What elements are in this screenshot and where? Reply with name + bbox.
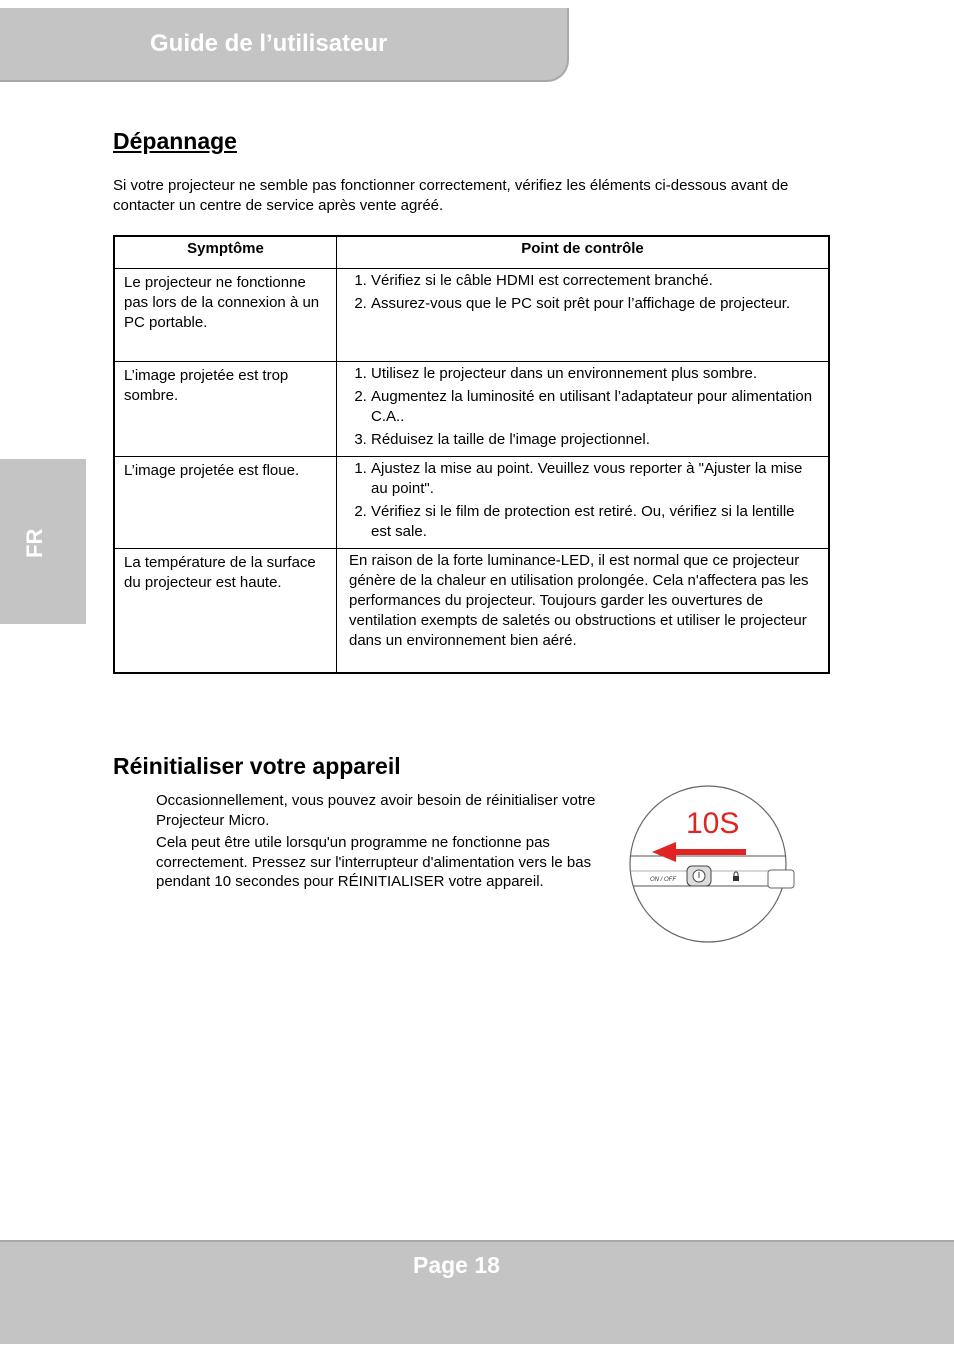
symptom-cell: La température de la surface du projecteur est haute.: [114, 549, 337, 673]
symptom-cell: L’image projetée est trop sombre.: [114, 362, 337, 457]
power-switch-icon: [687, 866, 711, 886]
header-title: Guide de l’utilisateur: [150, 30, 388, 57]
table-row: [114, 362, 829, 457]
table-row: [114, 269, 829, 362]
check-note-cell: En raison de la forte luminance-LED, il est normal que ce projecteur génère de la chaleur en utilisation prolongée. Cela n'affectera pas les performances du projecteur. Toujours garder les ouvertures de ventilation exempts de saletés ou obstructions et utiliser le projecteur dans un environnement bien aéré.: [337, 549, 830, 673]
symptom-cell: L’image projetée est floue.: [114, 457, 337, 549]
table-header-row: [114, 236, 829, 269]
troubleshooting-intro: Si votre projecteur ne semble pas fonctionner correctement, vérifiez les éléments ci-dessous avant de contacter un centre de service après vente agréé.: [113, 177, 789, 214]
reset-paragraph: Cela peut être utile lorsqu'un programme ne fonctionne pas correctement. Pressez sur l'interrupteur d'alimentation vers le bas pendant 10 secondes pour RÉINITIALISER votre appareil.: [156, 834, 592, 890]
column-header-symptom: Symptôme: [114, 236, 337, 269]
language-label: FR: [22, 528, 47, 558]
check-list: [349, 364, 818, 450]
check-cell: [337, 362, 830, 457]
table-row: [114, 549, 829, 673]
table-row: [114, 457, 829, 549]
check-item: 1. Ajustez la mise au point. Veuillez vous reporter à "Ajuster la mise au point".: [371, 459, 818, 499]
check-list: [349, 271, 818, 314]
check-cell: [337, 269, 830, 362]
check-item: 2. Augmentez la luminosité en utilisant l’adaptateur pour alimentation C.A..: [371, 387, 818, 427]
check-cell: [337, 457, 830, 549]
section-heading-reset: Réinitialiser votre appareil: [113, 753, 401, 779]
page-number: Page 18: [413, 1252, 500, 1278]
symptom-cell: Le projecteur ne fonctionne pas lors de la connexion à un PC portable.: [114, 269, 337, 362]
troubleshooting-table: [113, 235, 830, 674]
section-heading-troubleshooting: Dépannage: [113, 128, 237, 154]
check-item: 1. Utilisez le projecteur dans un environnement plus sombre.: [371, 364, 818, 384]
check-item: 2. Vérifiez si le film de protection est retiré. Ou, vérifiez si la lentille est sale.: [371, 502, 818, 542]
timer-label: 10S: [686, 807, 740, 840]
check-item: 3. Réduisez la taille de l'image projectionnel.: [371, 430, 818, 450]
check-item: 2. Assurez-vous que le PC soit prêt pour l’affichage de projecteur.: [371, 294, 818, 314]
check-item: 1. Vérifiez si le câble HDMI est correctement branché.: [371, 271, 818, 291]
reset-instructions: [156, 791, 618, 895]
reset-paragraph: Occasionnellement, vous pouvez avoir besoin de réinitialiser votre Projecteur Micro.: [156, 792, 596, 829]
switch-label: ON / OFF: [650, 877, 676, 883]
column-header-check: Point de contrôle: [337, 236, 830, 269]
reset-switch-illustration: [620, 778, 796, 950]
check-list: [349, 459, 818, 542]
